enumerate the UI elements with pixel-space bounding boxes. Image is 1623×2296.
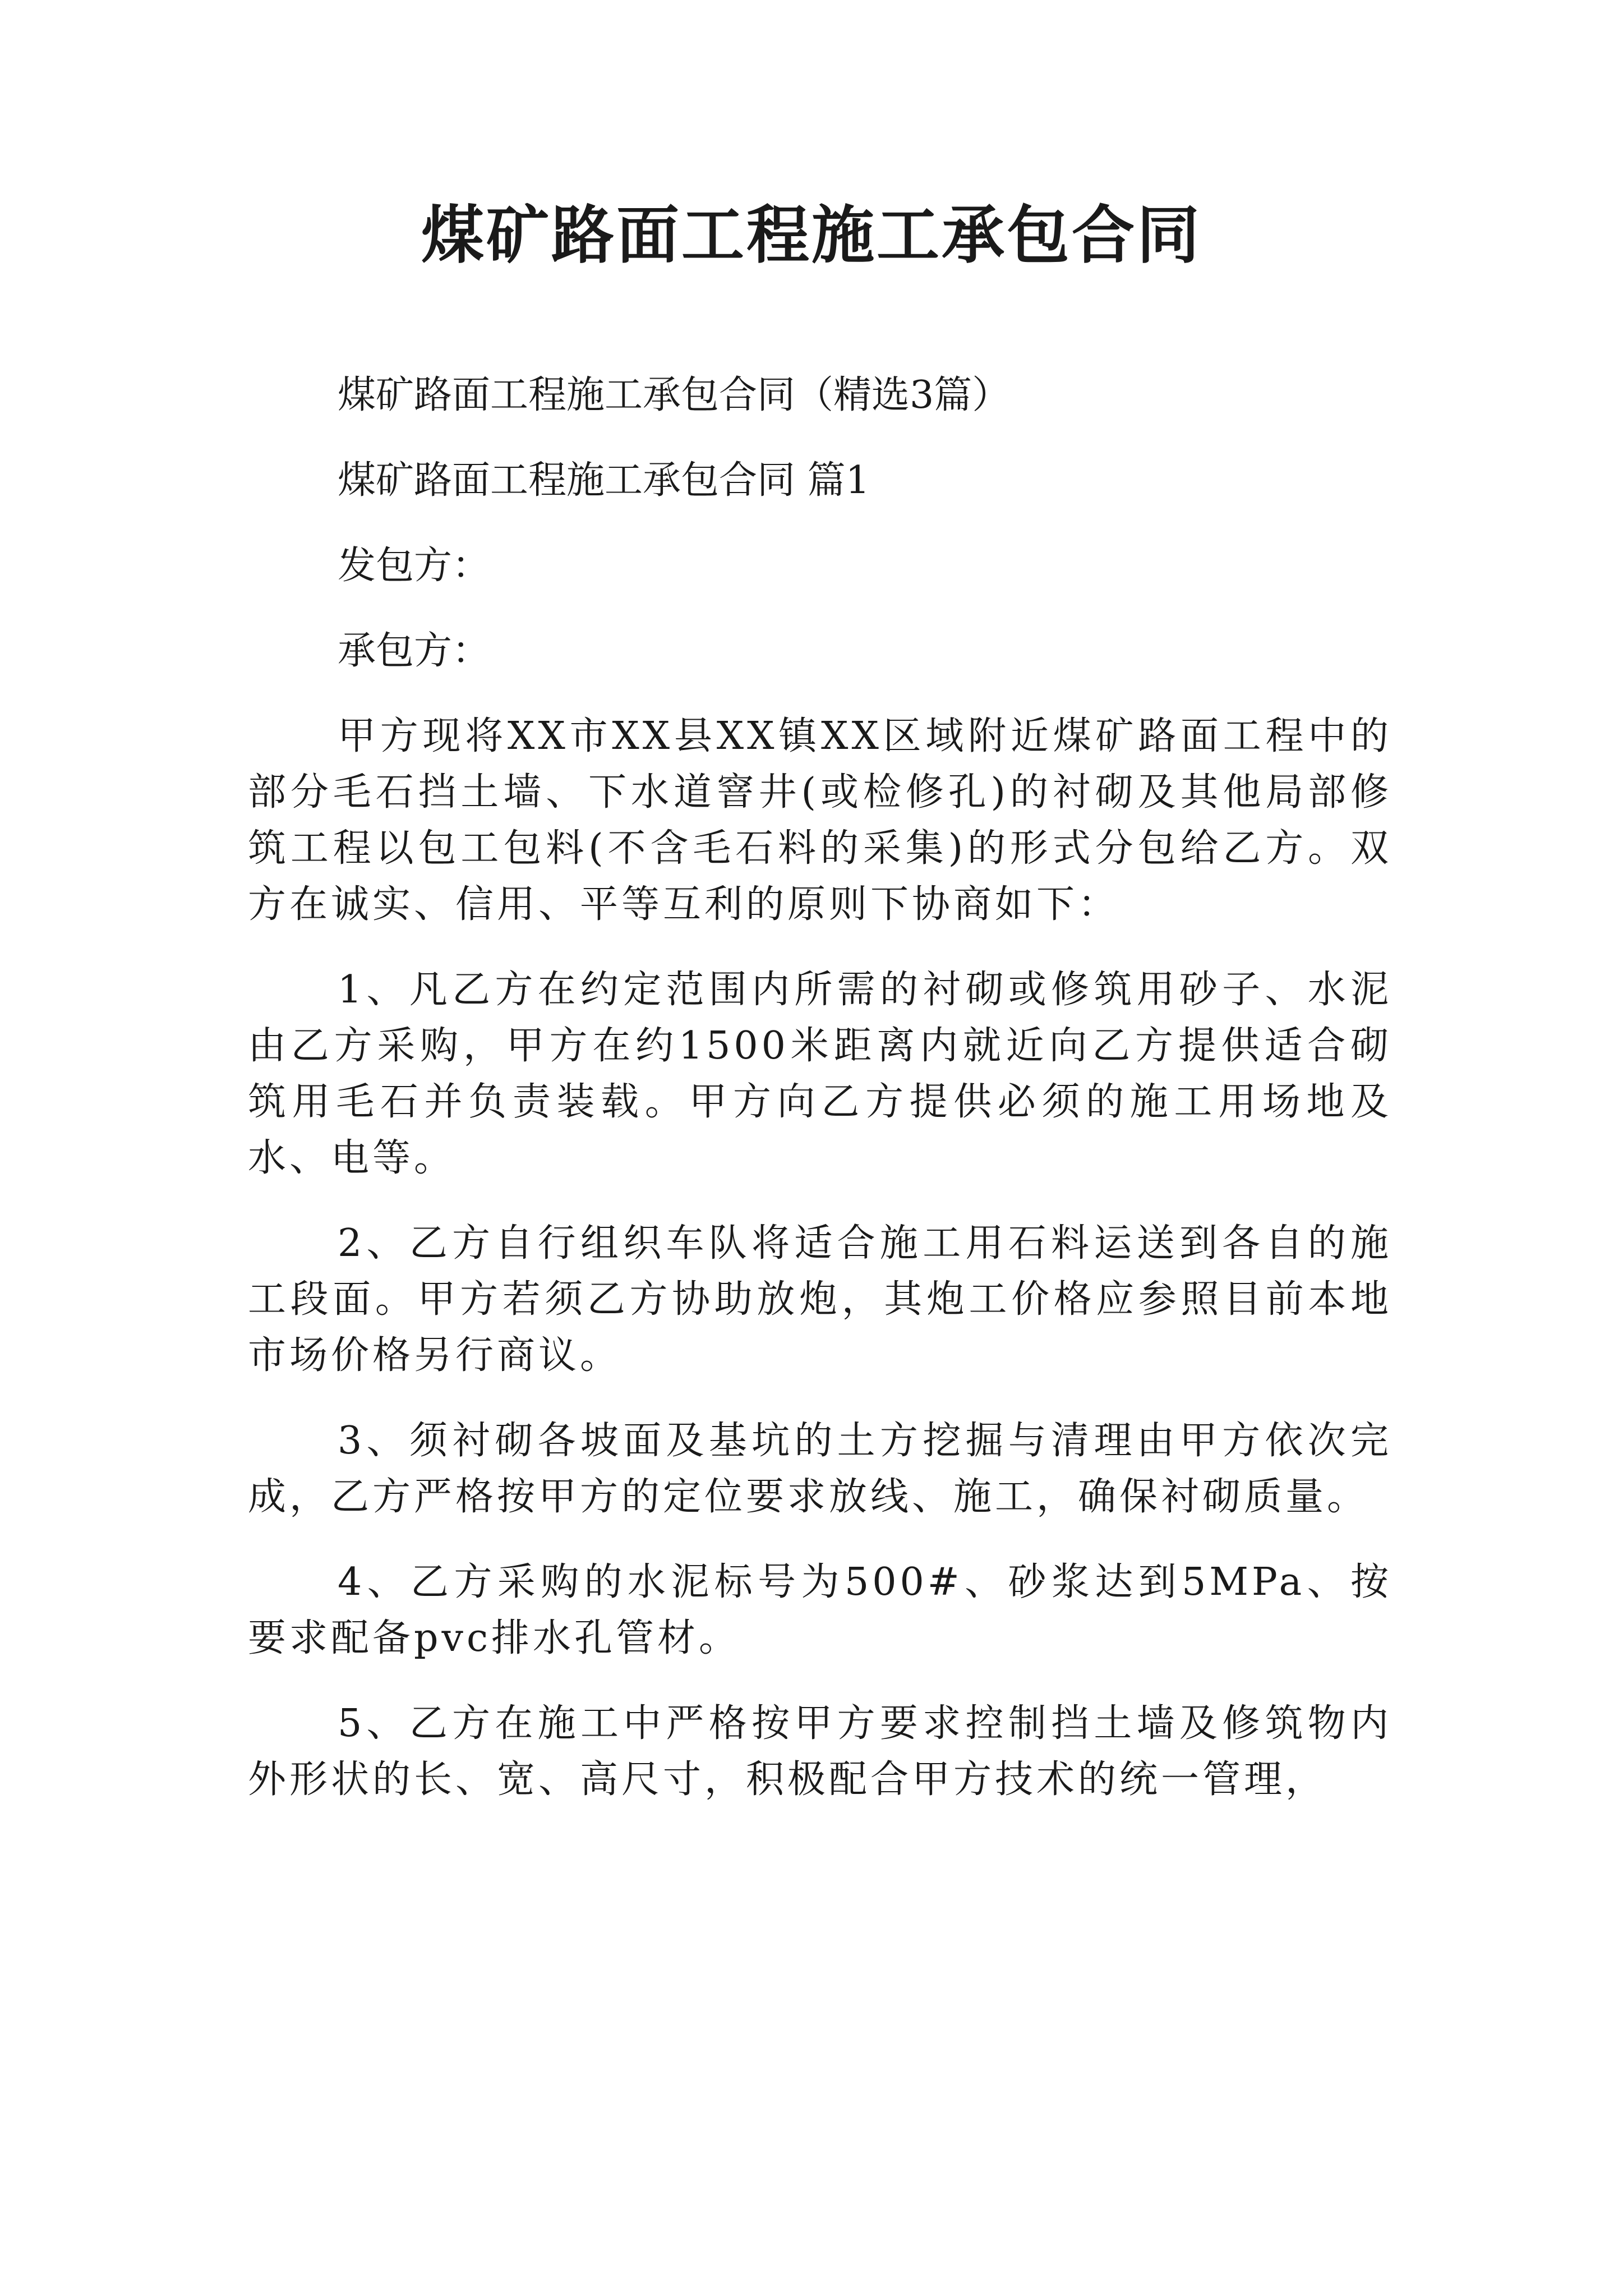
- party-b-label: 承包方：: [338, 629, 491, 673]
- document-body: [248, 367, 1392, 1837]
- section-heading: 煤矿路面工程施工承包合同 篇1: [338, 458, 870, 503]
- document-subtitle: 煤矿路面工程施工承包合同（精选3篇）: [338, 373, 1011, 417]
- paragraph-clause-1: 1、凡乙方在约定范围内所需的衬砌或修筑用砂子、水泥由乙方采购，甲方在约1500米距离内就近向乙方提供适合砌筑用毛石并负责装载。甲方向乙方提供必须的施工用场地及水、电等。: [248, 968, 1392, 1180]
- paragraph-clause-4: 4、乙方采购的水泥标号为500#、砂浆达到5MPa、按要求配备pvc排水孔管材。: [248, 1560, 1392, 1660]
- paragraph-clause-5: 5、乙方在施工中严格按甲方要求控制挡土墙及修筑物内外形状的长、宽、高尺寸，积极配合甲方技术的统一管理，: [248, 1701, 1392, 1802]
- paragraph-clause-2: 2、乙方自行组织车队将适合施工用石料运送到各自的施工段面。甲方若须乙方协助放炮，其炮工价格应参照目前本地市场价格另行商议。: [248, 1221, 1392, 1378]
- party-a-label: 发包方：: [338, 544, 491, 588]
- paragraph-clause-3: 3、须衬砌各坡面及基坑的土方挖掘与清理由甲方依次完成，乙方严格按甲方的定位要求放线、施工，确保衬砌质量。: [248, 1419, 1392, 1519]
- paragraph-intro: 甲方现将XX市XX县XX镇XX区域附近煤矿路面工程中的部分毛石挡土墙、下水道窨井(或检修孔)的衬砌及其他局部修筑工程以包工包料(不含毛石料的采集)的形式分包给乙方。双方在诚实、信用、平等互利的原则下协商如下：: [248, 714, 1392, 927]
- document-title: 煤矿路面工程施工承包合同: [421, 199, 1202, 272]
